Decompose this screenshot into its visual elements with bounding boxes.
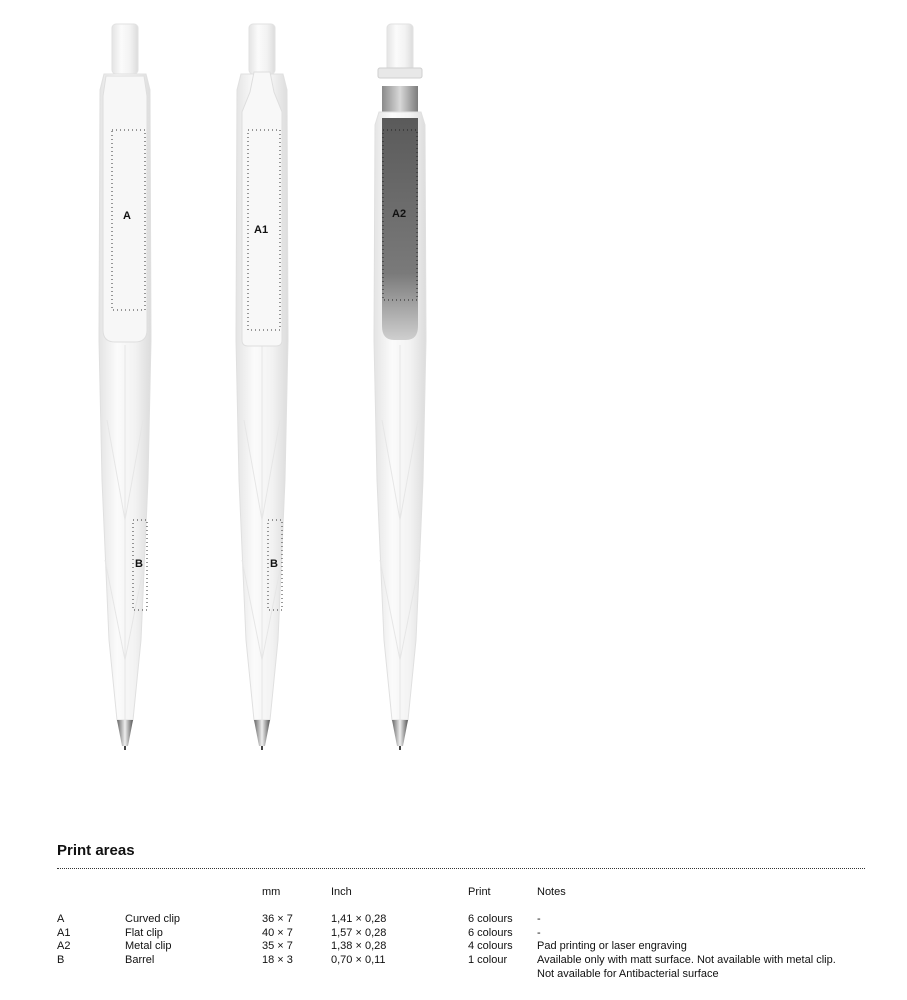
table-row — [0, 940, 907, 954]
row-mm: 36 × 7 — [262, 913, 293, 925]
pen-metal-clip — [370, 0, 440, 760]
row-code: A1 — [57, 927, 71, 939]
row-notes: Pad printing or laser engraving — [537, 940, 687, 952]
area-label-a1: A1 — [254, 224, 269, 236]
row-inch: 1,38 × 0,28 — [331, 940, 387, 952]
row-notes-continued: Not available for Antibacterial surface — [537, 968, 719, 980]
row-notes: - — [537, 913, 541, 925]
divider — [57, 868, 865, 869]
header-print: Print — [468, 886, 491, 898]
pen-curved-clip — [95, 0, 165, 760]
row-notes: - — [537, 927, 541, 939]
row-inch: 0,70 × 0,11 — [331, 954, 386, 966]
table-row — [0, 954, 907, 968]
row-code: A — [57, 913, 65, 925]
area-label-a2: A2 — [392, 208, 407, 220]
row-print: 1 colour — [468, 954, 508, 966]
row-inch: 1,57 × 0,28 — [331, 927, 387, 939]
row-mm: 35 × 7 — [262, 940, 293, 952]
row-mm: 40 × 7 — [262, 927, 293, 939]
row-name: Barrel — [125, 954, 155, 966]
pen-flat-clip — [232, 0, 302, 760]
row-inch: 1,41 × 0,28 — [331, 913, 387, 925]
row-mm: 18 × 3 — [262, 954, 293, 966]
row-print: 6 colours — [468, 913, 513, 925]
header-mm: mm — [262, 886, 281, 898]
area-label-a: A — [123, 210, 131, 222]
row-name: Flat clip — [125, 927, 163, 939]
header-inch: Inch — [331, 886, 352, 898]
row-code: B — [57, 954, 65, 966]
header-notes: Notes — [537, 886, 566, 898]
table-row — [0, 913, 907, 927]
area-label-b: B — [270, 558, 278, 570]
row-notes: Available only with matt surface. Not available with metal clip. — [537, 954, 836, 966]
row-name: Metal clip — [125, 940, 172, 952]
row-name: Curved clip — [125, 913, 181, 925]
section-title: Print areas — [57, 842, 135, 859]
table-row — [0, 927, 907, 941]
row-print: 4 colours — [468, 940, 513, 952]
area-label-b: B — [135, 558, 143, 570]
row-print: 6 colours — [468, 927, 513, 939]
row-code: A2 — [57, 940, 71, 952]
